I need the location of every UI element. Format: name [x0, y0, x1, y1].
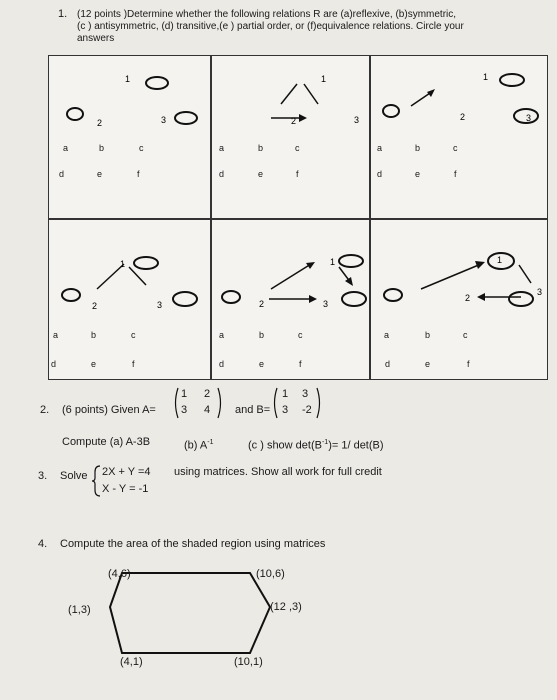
option-f[interactable]: f	[467, 359, 470, 369]
option-e[interactable]: e	[415, 169, 421, 179]
node-3-label: 3	[157, 300, 163, 310]
option-a[interactable]: a	[63, 143, 69, 153]
option-f[interactable]: f	[132, 359, 135, 369]
q4-text: Compute the area of the shaded region using matrices	[60, 538, 326, 550]
option-c[interactable]: c	[295, 143, 300, 153]
option-c[interactable]: c	[131, 330, 136, 340]
option-f[interactable]: f	[299, 359, 302, 369]
q2-text: (6 points) Given A=	[62, 404, 156, 416]
matrix-b-12: 3	[302, 388, 309, 400]
q2-and-b: and B=	[235, 404, 271, 416]
vertex-label: (10,1)	[234, 656, 263, 668]
relation-graph-6	[371, 219, 547, 379]
q3-equation-2: X - Y = -1	[102, 483, 149, 495]
node-1-label: 1	[120, 259, 126, 269]
vertex-label: (4,1)	[120, 656, 143, 668]
option-e[interactable]: e	[259, 359, 265, 369]
option-b[interactable]: b	[425, 330, 431, 340]
matrix-a-11: 1	[181, 388, 188, 400]
option-b[interactable]: b	[91, 330, 97, 340]
q2-part-a: Compute (a) A-3B	[62, 436, 151, 448]
option-a[interactable]: a	[384, 330, 390, 340]
option-d[interactable]: d	[385, 359, 391, 369]
matrix-a-22: 4	[204, 404, 211, 416]
node-3-label: 3	[526, 113, 532, 123]
relations-grid	[48, 55, 548, 380]
q3-instructions: using matrices. Show all work for full credit	[174, 466, 382, 478]
option-e[interactable]: e	[91, 359, 97, 369]
q1-text-line2: (c ) antisymmetric, (d) transitive,(e ) partial order, or (f)equivalence relations. Circle your	[77, 21, 464, 32]
node-1-label: 1	[125, 74, 131, 84]
node-3-label: 3	[161, 115, 167, 125]
relation-graph-1	[49, 56, 209, 218]
option-f[interactable]: f	[454, 169, 457, 179]
q1-number: 1.	[58, 8, 68, 20]
relation-graph-5	[211, 219, 369, 379]
q1-text-line1: (12 points )Determine whether the following relations R are (a)reflexive, (b)symmetric,	[77, 9, 457, 20]
q2-part-c: (c ) show $\det(B^{-1})= 1/$ det(B)	[248, 439, 384, 452]
option-d[interactable]: d	[51, 359, 57, 369]
option-c[interactable]: c	[298, 330, 303, 340]
node-1-label: 1	[321, 74, 327, 84]
relation-graph-4	[49, 219, 209, 379]
q2-part-b: (b) $A^{-1}$	[184, 439, 214, 452]
matrix-a-21: 3	[181, 404, 188, 416]
q4-number: 4.	[38, 538, 48, 550]
option-a[interactable]: a	[219, 330, 225, 340]
relation-graph-2	[211, 56, 369, 218]
option-f[interactable]: f	[296, 169, 299, 179]
system-brace	[92, 464, 102, 498]
matrix-b-brackets	[268, 386, 326, 420]
vertex-label: (10,6)	[256, 568, 285, 580]
matrix-b-22: -2	[302, 404, 312, 416]
node-2-label: 2	[465, 293, 471, 303]
option-d[interactable]: d	[219, 359, 225, 369]
node-1-label: 1	[497, 255, 503, 265]
option-d[interactable]: d	[219, 169, 225, 179]
option-f[interactable]: f	[137, 169, 140, 179]
node-2-label: 2	[259, 299, 265, 309]
option-b[interactable]: b	[258, 143, 264, 153]
q2-number: 2.	[40, 404, 50, 416]
option-b[interactable]: b	[259, 330, 265, 340]
node-1-label: 1	[330, 257, 336, 267]
matrix-a-12: 2	[204, 388, 211, 400]
node-2-label: 2	[92, 301, 98, 311]
q1-text-line3: answers	[77, 33, 115, 44]
option-b[interactable]: b	[415, 143, 421, 153]
node-3-label: 3	[537, 287, 543, 297]
option-c[interactable]: c	[139, 143, 144, 153]
vertex-label: (4,6)	[108, 568, 131, 580]
q3-solve: Solve	[60, 470, 88, 482]
vertex-label: (12 ,3)	[270, 601, 302, 613]
option-a[interactable]: a	[219, 143, 225, 153]
vertex-label: (1,3)	[68, 604, 91, 616]
option-e[interactable]: e	[97, 169, 103, 179]
node-2-label: 2	[460, 112, 466, 122]
node-1-label: 1	[483, 72, 489, 82]
matrix-a-brackets	[171, 386, 225, 420]
q3-number: 3.	[38, 470, 48, 482]
option-e[interactable]: e	[425, 359, 431, 369]
option-d[interactable]: d	[377, 169, 383, 179]
option-c[interactable]: c	[463, 330, 468, 340]
node-3-label: 3	[354, 115, 360, 125]
q3-equation-1: 2X + Y =4	[102, 466, 151, 478]
option-c[interactable]: c	[453, 143, 458, 153]
node-3-label: 3	[323, 299, 329, 309]
option-b[interactable]: b	[99, 143, 105, 153]
option-a[interactable]: a	[53, 330, 59, 340]
option-d[interactable]: d	[59, 169, 65, 179]
option-a[interactable]: a	[377, 143, 383, 153]
option-e[interactable]: e	[258, 169, 264, 179]
node-2-label: 2	[291, 116, 297, 126]
matrix-b-11: 1	[282, 388, 289, 400]
node-2-label: 2	[97, 118, 103, 128]
relation-graph-3	[371, 56, 547, 218]
matrix-b-21: 3	[282, 404, 289, 416]
